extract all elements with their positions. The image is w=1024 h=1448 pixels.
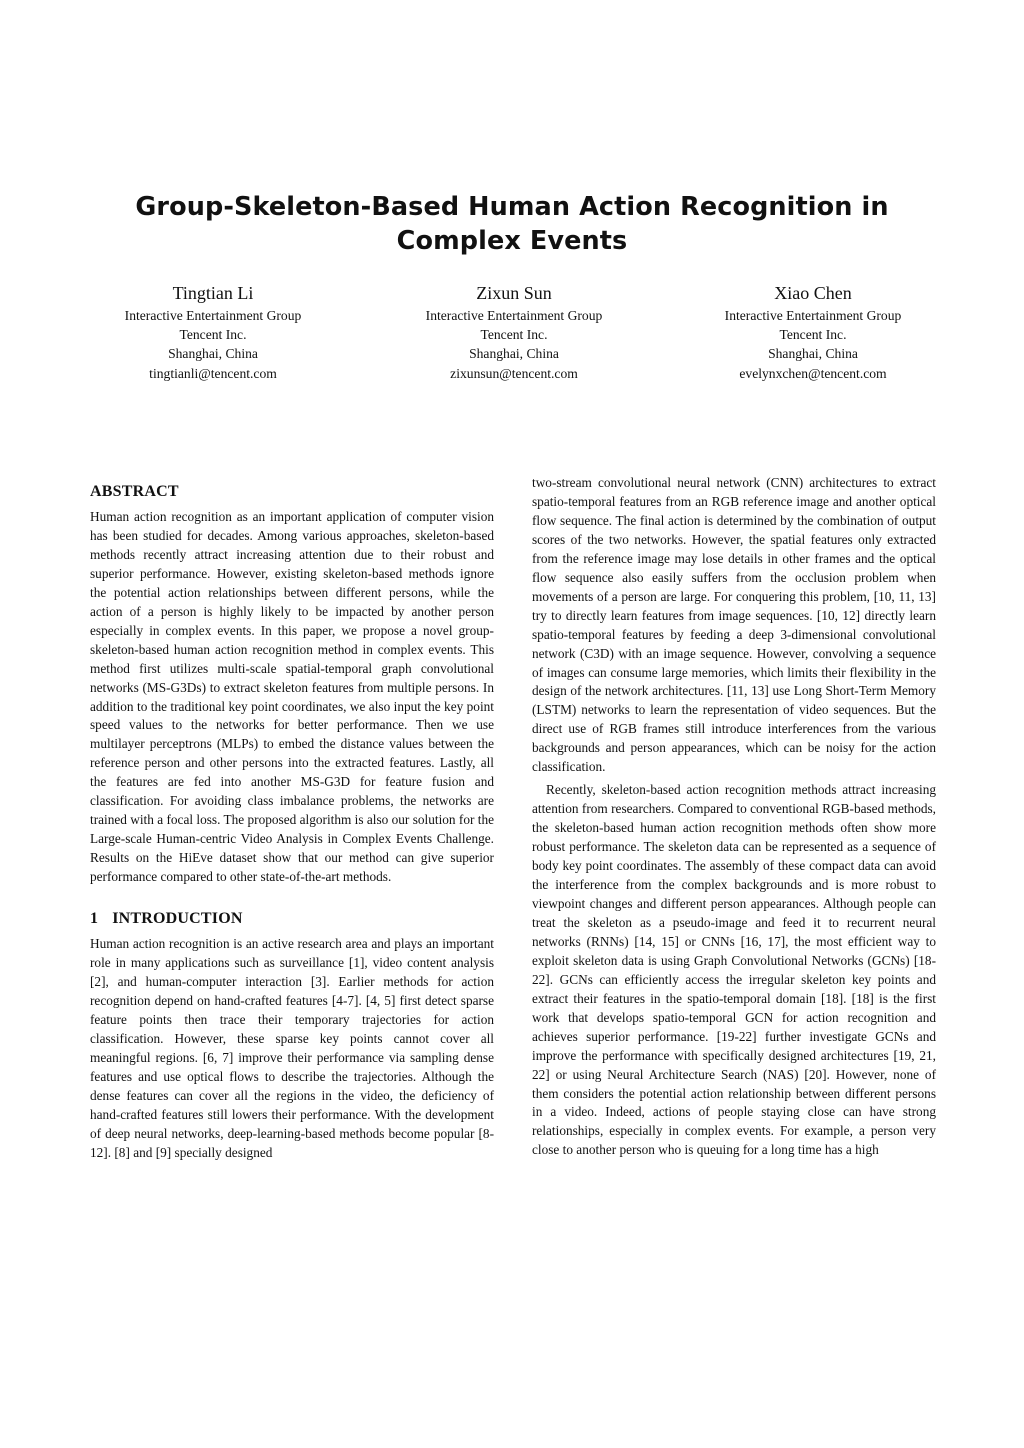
- author-affiliation: Interactive Entertainment Group: [124, 308, 302, 323]
- author-name: Zixun Sun: [476, 283, 552, 303]
- author-affiliation: Interactive Entertainment Group: [425, 308, 603, 323]
- author-email: zixunsun@tencent.com: [450, 365, 578, 381]
- author-location: Shanghai, China: [768, 346, 858, 362]
- author-email: tingtianli@tencent.com: [149, 365, 277, 381]
- introduction-heading: [90, 909, 494, 929]
- intro-paragraph-2: Recently, skeleton-based action recognition methods attract increasing attention from researchers. Compared to conventional RGB-based methods, the skeleton-based human action recognition methods often show more robust performance. The skeleton data can be represented as a sequence of body key point coordinates. The assembly of these compact data can avoid the interference from the complex backgrounds and is more robust to viewpoint changes and different person appearances. Although people can treat the skeleton as a pseudo-image and feed it to recurrent neural networks (RNNs) [14, 15] or CNNs [16, 17], the most efficient way to exploit skeleton data is using Graph Convolutional Networks (GCNs) [18-22]. GCNs can efficiently access the irregular skeleton key points and extract their features in the spatio-temporal domain [18]. [18] is the first work that develops spatio-temporal GCN for action recognition and achieves superior performance. [19-22] further investigate GCNs and improve the performance with specifically designed architectures [19, 21, 22] or using Neural Architecture Search (NAS) [20]. However, none of them considers the potential action relationship between different persons in a video. Indeed, actions of people staying close can have strong relationships, especially in complex events. For example, a person very close to another person who is queuing for a long time has a high: [532, 782, 936, 1158]
- section-number: 1: [90, 910, 99, 928]
- section-title: INTRODUCTION: [112, 910, 243, 928]
- right-column: [532, 474, 936, 1160]
- left-column: [90, 476, 494, 1163]
- author-affiliation: Interactive Entertainment Group: [724, 308, 902, 323]
- author-company: Tencent Inc.: [179, 327, 247, 343]
- intro-paragraph-1-continued: two-stream convolutional neural network (CNN) architectures to extract spatio-temporal features from an RGB reference image and another optical flow sequence. The final action is determined by the combination of output scores of the two networks. However, the spatial features only extracted from the reference image may lose details in other frames and the optical flow sequence also easily suffers from the occlusion problem when movements of a person are large. For conquering this problem, [10, 11, 13] try to directly learn features from image sequences. [10, 12] directly learn spatio-temporal features by feeding a deep 3-dimensional convolutional network (C3D) with an image sequence. However, convolving a sequence of images can consume large memories, which limits their flexibility in the design of the network architectures. [11, 13] use Long Short-Term Memory (LSTM) networks to learn the representation of video sequences. But the direct use of RGB frames still introduce interferences from the various backgrounds and person appearances, which can be noisy for the action classification.: [532, 475, 936, 775]
- author-location: Shanghai, China: [168, 346, 258, 362]
- abstract-text: Human action recognition as an important application of computer vision has been studied for decades. Among various approaches, skeleton-based methods recently attract increasing attention due to their robust and superior performance. However, existing skeleton-based methods ignore the potential action relationships between different persons, while the action of a person is highly likely to be impacted by another person especially in complex events. In this paper, we propose a novel group-skeleton-based human action recognition method in complex events. This method first utilizes multi-scale spatial-temporal graph convolutional networks (MS-G3Ds) to extract skeleton features from multiple persons. In addition to the traditional key point coordinates, we also input the key point speed values to the networks for better performance. Then we use multilayer perceptrons (MLPs) to embed the distance values between the reference person and other persons into the extracted features. Lastly, all the features are fed into another MS-G3D for feature fusion and classification. For avoiding class imbalance problems, the networks are trained with a focal loss. The proposed algorithm is also our solution for the Large-scale Human-centric Video Analysis in Complex Events Challenge. Results on the HiEve dataset show that our method can give superior performance compared to other state-of-the-art methods.: [90, 509, 494, 885]
- author-email: evelynxchen@tencent.com: [739, 365, 887, 381]
- author-name: Tingtian Li: [172, 283, 254, 303]
- author-name: Xiao Chen: [774, 283, 852, 303]
- paper-title: Group-Skeleton-Based Human Action Recognition in Complex Events: [135, 192, 889, 256]
- intro-paragraph-1: Human action recognition is an active research area and plays an important role in many applications such as surveillance [1], video content analysis [2], and human-computer interaction [3]. Earlier methods for action recognition depend on hand-crafted features [4-7]. [4, 5] first detect sparse feature points then trace their temporary trajectories for action classification. However, these sparse key points cannot cover all meaningful regions. [6, 7] improve their performance via sampling dense features and use optical flows to describe the trajectories. Although the dense features can cover all the regions in the video, the deficiency of hand-crafted features still lowers their performance. With the development of deep neural networks, deep-learning-based methods become popular [8-12]. [8] and [9] specially designed: [90, 936, 494, 1160]
- author-3: [663, 282, 963, 383]
- abstract-heading: ABSTRACT: [90, 483, 179, 500]
- author-location: Shanghai, China: [469, 346, 559, 362]
- author-company: Tencent Inc.: [480, 327, 548, 343]
- author-2: [364, 282, 664, 383]
- author-1: [63, 282, 363, 383]
- author-company: Tencent Inc.: [779, 327, 847, 343]
